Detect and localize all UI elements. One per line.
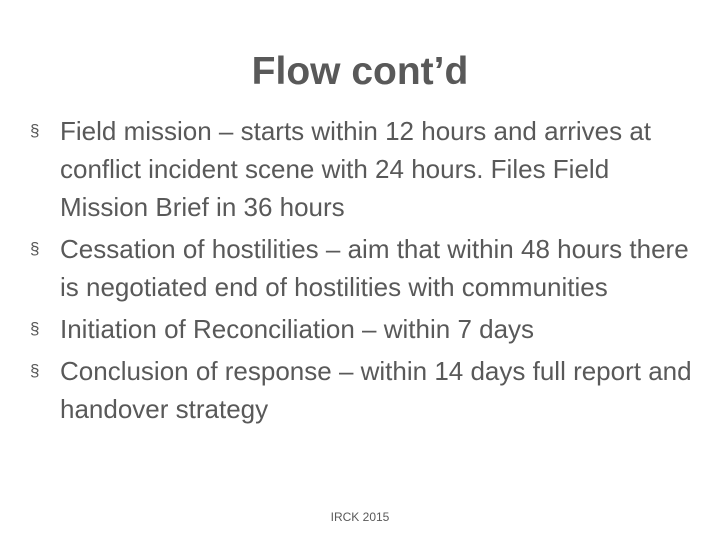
bullet-marker: § <box>30 121 40 140</box>
slide-title: Flow cont’d <box>251 50 469 93</box>
footer-text: IRCK 2015 <box>330 510 390 524</box>
bullet-marker: § <box>30 319 40 338</box>
bullet-list <box>30 112 698 432</box>
bullet-item <box>30 112 698 226</box>
bullet-marker: § <box>30 361 40 380</box>
bullet-item <box>30 230 698 306</box>
bullet-item <box>30 352 698 428</box>
bullet-text-reconciliation: Initiation of Reconciliation – within 7 days <box>60 314 535 344</box>
bullet-text-cessation: Cessation of hostilities – aim that within 48 hours there is negotiated end of hostilities with communities <box>60 234 689 302</box>
bullet-text-conclusion: Conclusion of response – within 14 days full report and handover strategy <box>60 356 692 424</box>
bullet-marker: § <box>30 239 40 258</box>
bullet-text-field-mission: Field mission – starts within 12 hours and arrives at conflict incident scene with 24 hours. Files Field Mission Brief in 36 hours <box>60 116 652 222</box>
bullet-item <box>30 310 698 348</box>
